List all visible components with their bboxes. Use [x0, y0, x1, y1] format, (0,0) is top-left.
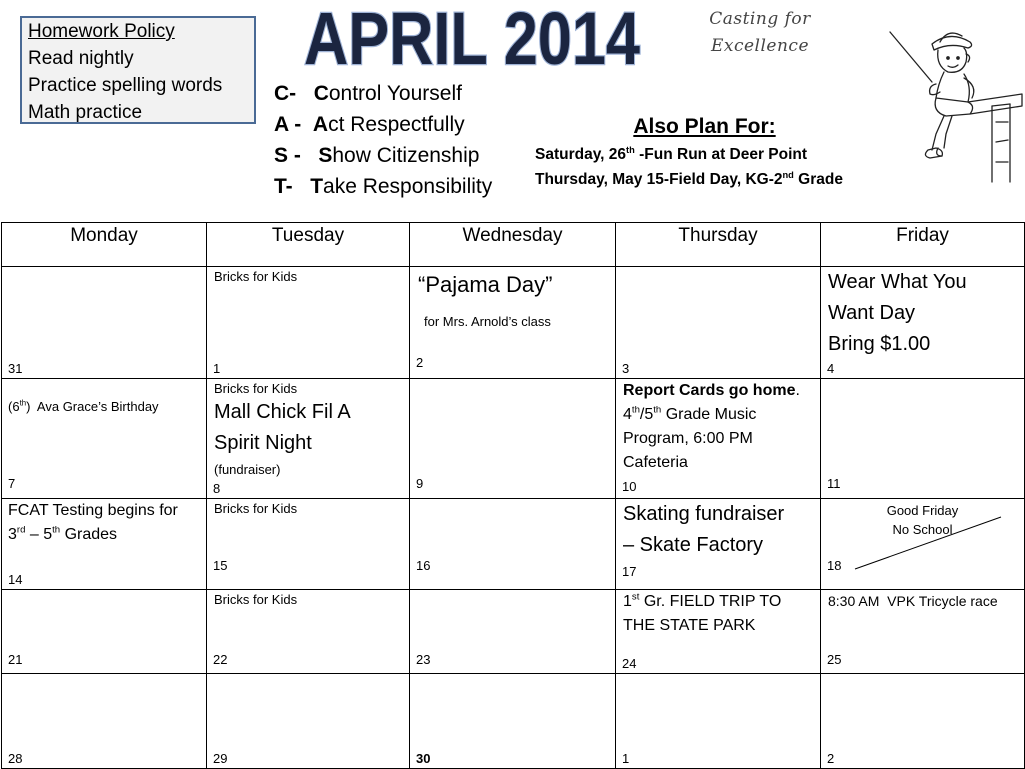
day-cell [2, 590, 207, 674]
homework-line: Practice spelling words [28, 75, 223, 96]
day-cell [207, 267, 410, 379]
date-number: 25 [827, 652, 842, 667]
date-number: 18 [827, 558, 842, 573]
date-number: 22 [213, 652, 228, 667]
date-number: 15 [213, 558, 228, 573]
day-cell [616, 267, 821, 379]
event-text: Good Friday No School [886, 503, 959, 537]
page-title [292, 0, 652, 78]
date-number: 9 [416, 476, 424, 491]
plan-line: Saturday, 26th -Fun Run at Deer Point [535, 144, 808, 163]
event-title: “Pajama Day” [418, 272, 553, 297]
day-cell [410, 590, 616, 674]
fishing-boy-illustration [888, 22, 1024, 182]
calendar-table [1, 222, 1025, 769]
week-row [2, 674, 1025, 769]
casting-line: Casting for [709, 9, 811, 29]
day-cell [2, 499, 207, 590]
week-row [2, 267, 1025, 379]
event-title: Mall Chick Fil A Spirit Night [214, 401, 351, 454]
day-cell [616, 379, 821, 499]
date-number: 2 [827, 751, 835, 766]
date-number: 8 [213, 481, 221, 496]
date-number: 3 [622, 361, 630, 376]
day-cell [207, 499, 410, 590]
week-row [2, 590, 1025, 674]
day-cell [410, 674, 616, 769]
homework-policy-box [20, 16, 256, 124]
date-number: 10 [622, 479, 637, 494]
weekday-header: Wednesday [410, 223, 616, 267]
event-text: Bricks for Kids [214, 501, 298, 516]
event-text: 8:30 AM VPK Tricycle race [828, 593, 998, 609]
weekday-header: Thursday [616, 223, 821, 267]
homework-line: Math practice [28, 102, 143, 123]
event-text: (fundraiser) [214, 462, 281, 477]
day-cell [821, 379, 1025, 499]
date-number: 28 [8, 751, 23, 766]
weekday-header: Friday [821, 223, 1025, 267]
date-number: 2 [416, 355, 424, 370]
day-cell [207, 379, 410, 499]
event-text: for Mrs. Arnold’s class [424, 314, 551, 329]
day-cell [821, 674, 1025, 769]
date-number: 14 [8, 572, 23, 587]
date-number: 11 [827, 476, 841, 491]
day-cell [410, 267, 616, 379]
conduct-acronym [274, 78, 492, 202]
event-text: (6th) Ava Grace’s Birthday [8, 398, 159, 414]
day-cell [616, 590, 821, 674]
event-text: 1st Gr. FIELD TRIP TO THE STATE PARK [623, 591, 782, 634]
day-cell [821, 590, 1025, 674]
date-number: 31 [8, 361, 23, 376]
event-text: Bricks for Kids [214, 269, 298, 284]
event-text: Report Cards go home. 4th/5th Grade Music Program, 6:00 PM Cafeteria [623, 382, 800, 471]
homework-policy-title: Homework Policy [28, 21, 175, 42]
day-cell [616, 499, 821, 590]
event-text: Wear What You Want Day Bring $1.00 [828, 271, 967, 355]
day-cell [821, 499, 1025, 590]
strike-line [855, 515, 1005, 571]
date-number: 21 [8, 652, 23, 667]
title-text: APRIL 2014 [304, 0, 640, 80]
event-text: FCAT Testing begins for 3rd – 5th Grades [8, 502, 178, 543]
date-number: 29 [213, 751, 228, 766]
day-cell [821, 267, 1025, 379]
acronym-line: T- Take Responsibility [274, 175, 493, 198]
date-number: 30 [416, 751, 431, 766]
also-plan-heading: Also Plan For: [633, 115, 776, 138]
day-cell [2, 674, 207, 769]
plan-line: Thursday, May 15-Field Day, KG-2nd Grade [535, 169, 843, 188]
date-number: 1 [213, 361, 221, 376]
date-number: 24 [622, 656, 637, 671]
weekday-header-row [2, 223, 1025, 267]
day-cell [410, 379, 616, 499]
event-title: Skating fundraiser – Skate Factory [623, 503, 785, 556]
also-plan-section [535, 112, 880, 192]
week-row [2, 379, 1025, 499]
date-number: 4 [827, 361, 835, 376]
date-number: 23 [416, 652, 431, 667]
acronym-line: A - Act Respectfully [274, 113, 465, 136]
event-text: Bricks for Kids [214, 592, 298, 607]
date-number: 17 [622, 564, 637, 579]
date-number: 16 [416, 558, 431, 573]
date-number: 1 [622, 751, 630, 766]
day-cell [207, 590, 410, 674]
weekday-header: Tuesday [207, 223, 410, 267]
day-cell [2, 267, 207, 379]
casting-line: Excellence [710, 36, 810, 56]
date-number: 7 [8, 476, 16, 491]
day-cell [616, 674, 821, 769]
event-text: Bricks for Kids [214, 381, 298, 396]
week-row [2, 499, 1025, 590]
day-cell [410, 499, 616, 590]
weekday-header: Monday [2, 223, 207, 267]
homework-line: Read nightly [28, 48, 134, 69]
acronym-line: C- Control Yourself [274, 82, 462, 105]
day-cell [2, 379, 207, 499]
casting-tagline [690, 6, 830, 60]
acronym-line: S - Show Citizenship [274, 144, 480, 167]
day-cell [207, 674, 410, 769]
